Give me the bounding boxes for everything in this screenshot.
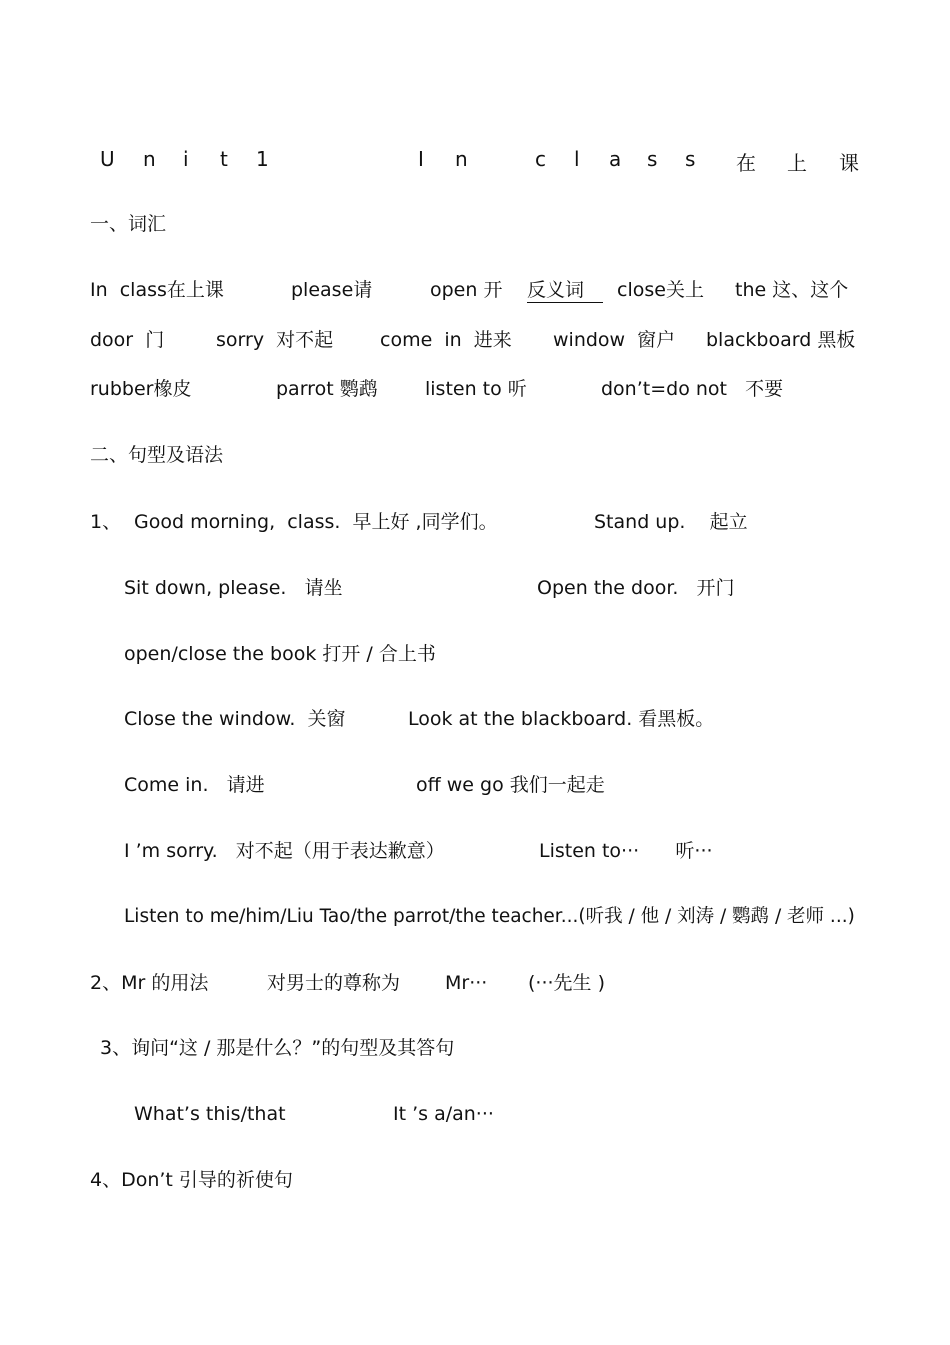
vocab-come-in: come in 进来 [380,329,512,351]
item-3-answer: It ’s a/an··· [393,1103,494,1125]
sentence-look-blackboard: Look at the blackboard. 看黑板。 [408,708,715,730]
title-char: t [220,147,228,171]
vocab-dont: don’t=do not 不要 [601,378,784,400]
sentence-listen-to-me: Listen to me/him/Liu Tao/the parrot/the teacher...(听我 / 他 / 刘涛 / 鹦鹉 / 老师 ...) [124,906,855,927]
title-char: i [183,147,189,171]
vocab-please: please请 [291,279,373,301]
title-char: l [574,147,580,171]
sentence-listen-to: Listen to··· 听··· [539,840,713,862]
sentence-come-in: Come in. 请进 [124,774,265,796]
sentence-open-door: Open the door. 开门 [537,577,735,599]
vocab-parrot: parrot 鹦鹉 [276,378,378,400]
title-char: n [455,147,468,171]
sentence-off-we-go: off we go 我们一起走 [416,774,605,796]
sentence-open-close-book: open/close the book 打开 / 合上书 [124,643,436,665]
title-char: s [685,147,696,171]
item-number-1: 1、 [90,511,122,533]
vocab-rubber: rubber橡皮 [90,378,192,400]
title-char: U [100,147,115,171]
vocab-antonym-label: 反义词 [527,281,603,303]
sentence-stand-up: Stand up. 起立 [594,511,748,533]
vocab-window: window 窗户 [553,329,676,351]
item-4-heading: 4、Don’t 引导的祈使句 [90,1169,293,1191]
vocab-in-class: In class在上课 [90,279,224,301]
title-char: 在 [736,151,756,175]
sentence-sit-down: Sit down, please. 请坐 [124,577,343,599]
sentence-good-morning: Good morning, class. 早上好 ,同学们。 [134,511,498,533]
vocab-listen-to: listen to 听 [425,378,527,400]
item-2-desc: 对男士的尊称为 [267,972,401,994]
title-char: 1 [256,147,269,171]
title-char: I [418,147,424,171]
section-heading-sentences: 二、句型及语法 [90,444,224,466]
title-char: 课 [839,151,859,175]
page-title [0,147,950,175]
vocab-the: the 这、这个 [735,279,849,301]
vocab-blackboard: blackboard 黑板 [706,329,856,351]
vocab-sorry: sorry 对不起 [216,329,334,351]
title-char: s [647,147,658,171]
item-3-question: What’s this/that [134,1103,286,1125]
sentence-close-window: Close the window. 关窗 [124,708,346,730]
vocab-door: door 门 [90,329,165,351]
vocab-open: open 开 [430,279,503,301]
vocab-close: close关上 [617,279,704,301]
item-2-mr: Mr··· [445,972,488,994]
item-2-heading: 2、Mr 的用法 [90,972,209,994]
section-heading-vocabulary: 一、词汇 [90,213,167,235]
title-char: 上 [787,151,807,175]
item-2-meaning: (···先生 ) [528,972,605,994]
title-char: a [609,147,622,171]
title-char: n [143,147,156,171]
sentence-im-sorry: I ’m sorry. 对不起（用于表达歉意） [124,840,445,862]
title-char: c [535,147,546,171]
item-3-heading: 3、询问“这 / 那是什么？”的句型及其答句 [100,1037,455,1059]
